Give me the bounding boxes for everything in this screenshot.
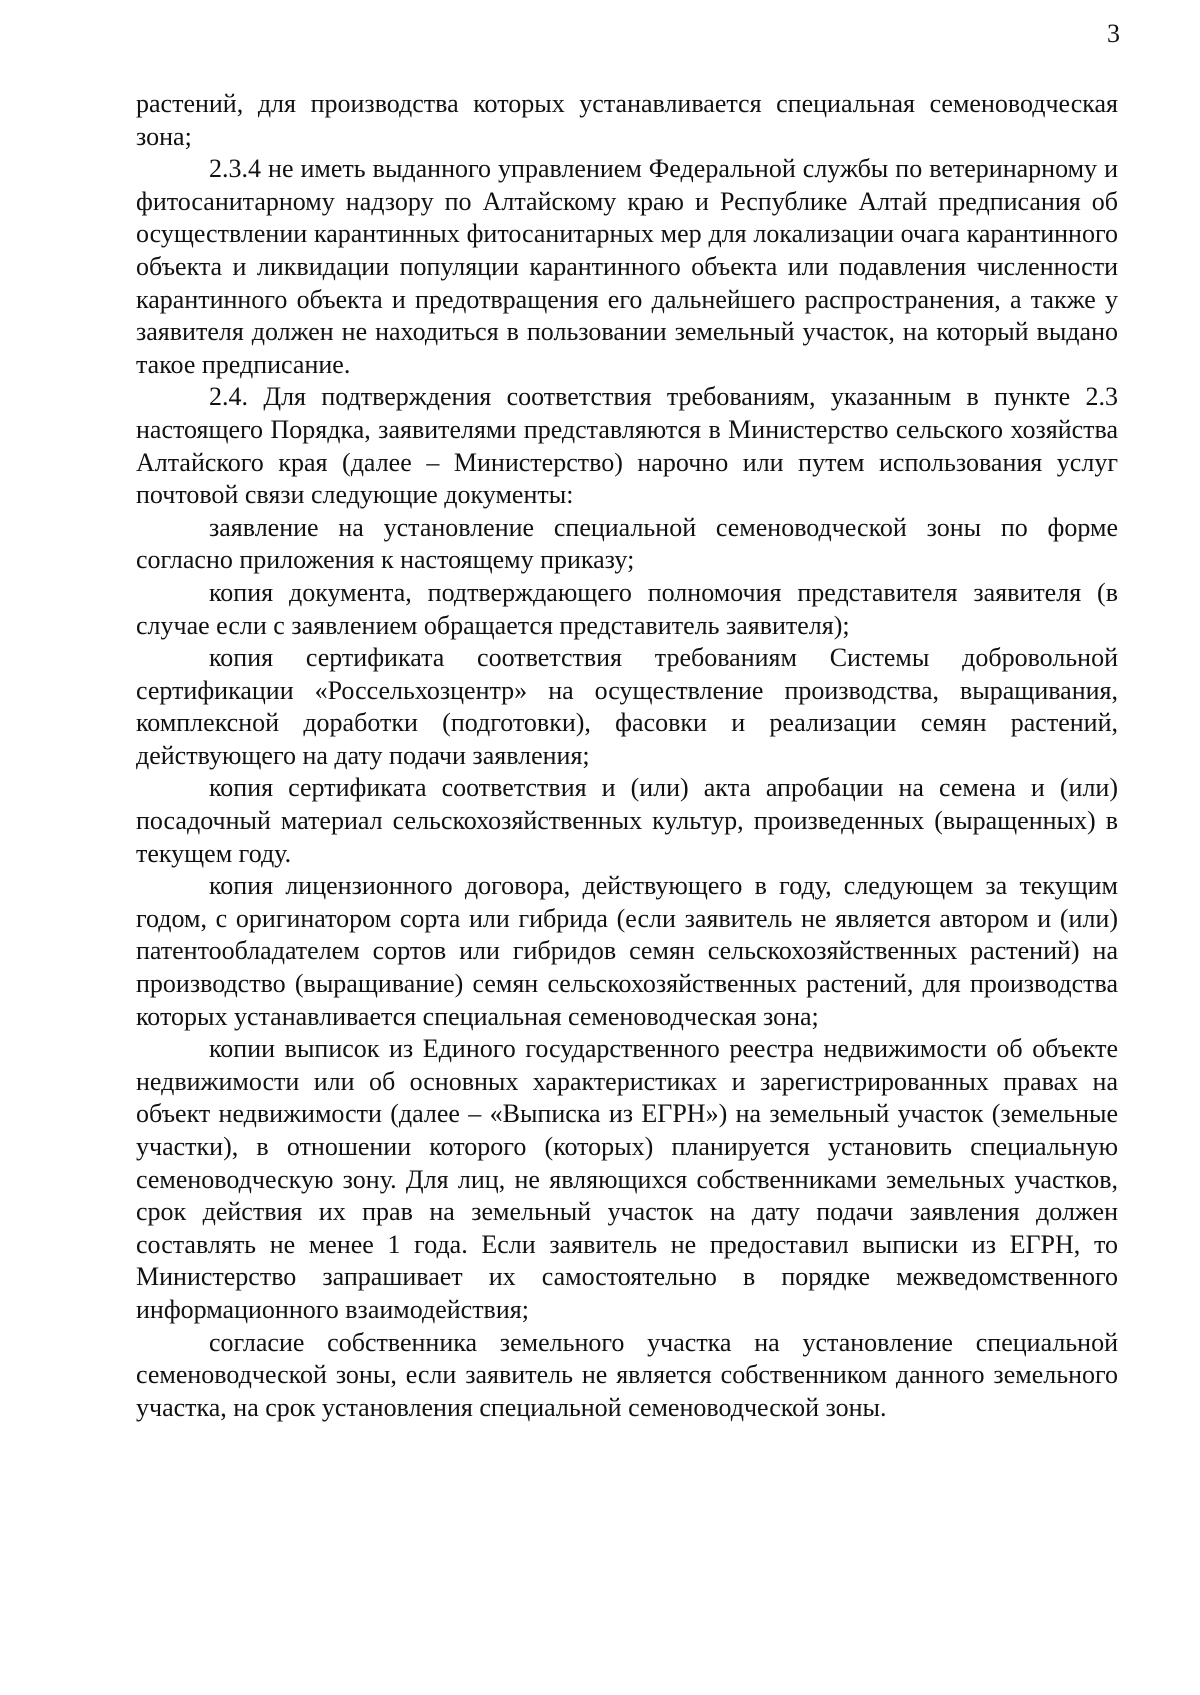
- list-item-approbation-copy: копия сертификата соответствия и (или) акта апробации на семена и (или) посадочный материал сельскохозяйственных культур, произведенных (выращенных) в текущем году.: [136, 773, 1118, 868]
- list-item-owner-consent: согласие собственника земельного участка на установление специальной семеноводческой зоны, если заявитель не является собственником данного земельного участка, на срок установления специальной семеноводческой зоны.: [136, 1327, 1118, 1422]
- document-body: [136, 88, 1118, 1424]
- list-item-certificate-copy: копия сертификата соответствия требованиям Системы добровольной сертификации «Россельхозцентр» на осуществление производства, выращивания, комплексной доработки (подготовки), фасовки и реализации семян растений, действующего на дату подачи заявления;: [136, 643, 1118, 770]
- list-item-application: заявление на установление специальной семеноводческой зоны по форме согласно приложения к настоящему приказу;: [136, 512, 1118, 575]
- list-item-egrn-extracts: копии выписок из Единого государственного реестра недвижимости об объекте недвижимости или об основных характеристиках и зарегистрированных правах на объект недвижимости (далее – «Выписка из ЕГРН») на земельный участок (земельные участки), в отношении которого (которых) планируется установить специальную семеноводческую зону. Для лиц, не являющихся собственниками земельных участков, срок действия их прав на земельный участок на дату подачи заявления должен составлять не менее 1 года. Если заявитель не предоставил выписки из ЕГРН, то Министерство запрашивает их самостоятельно в порядке межведомственного информационного взаимодействия;: [136, 1034, 1118, 1324]
- page-number: 3: [1107, 19, 1120, 48]
- paragraph-continuation: растений, для производства которых устанавливается специальная семеноводческая зона;: [136, 89, 1118, 151]
- list-item-license-copy: копия лицензионного договора, действующего в году, следующем за текущим годом, с оригинатором сорта или гибрида (если заявитель не является автором и (или) патентообладателем сортов или гибридов семян сельскохозяйственных растений) на производство (выращивание) семян сельскохозяйственных растений, для производства которых устанавливается специальная семеноводческая зона;: [136, 871, 1118, 1031]
- paragraph-2-3-4: 2.3.4 не иметь выданного управлением Федеральной службы по ветеринарному и фитосанитарному надзору по Алтайскому краю и Республике Алтай предписания об осуществлении карантинных фитосанитарных мер для локализации очага карантинного объекта и ликвидации популяции карантинного объекта или подавления численности карантинного объекта и предотвращения его дальнейшего распространения, а также у заявителя должен не находиться в пользовании земельный участок, на который выдано такое предписание.: [136, 154, 1118, 379]
- paragraph-2-4: 2.4. Для подтверждения соответствия требованиям, указанным в пункте 2.3 настоящего Порядка, заявителями представляются в Министерство сельского хозяйства Алтайского края (далее – Министерство) нарочно или путем использования услуг почтовой связи следующие документы:: [136, 382, 1118, 510]
- list-item-authority-copy: копия документа, подтверждающего полномочия представителя заявителя (в случае если с заявлением обращается представитель заявителя);: [136, 577, 1118, 640]
